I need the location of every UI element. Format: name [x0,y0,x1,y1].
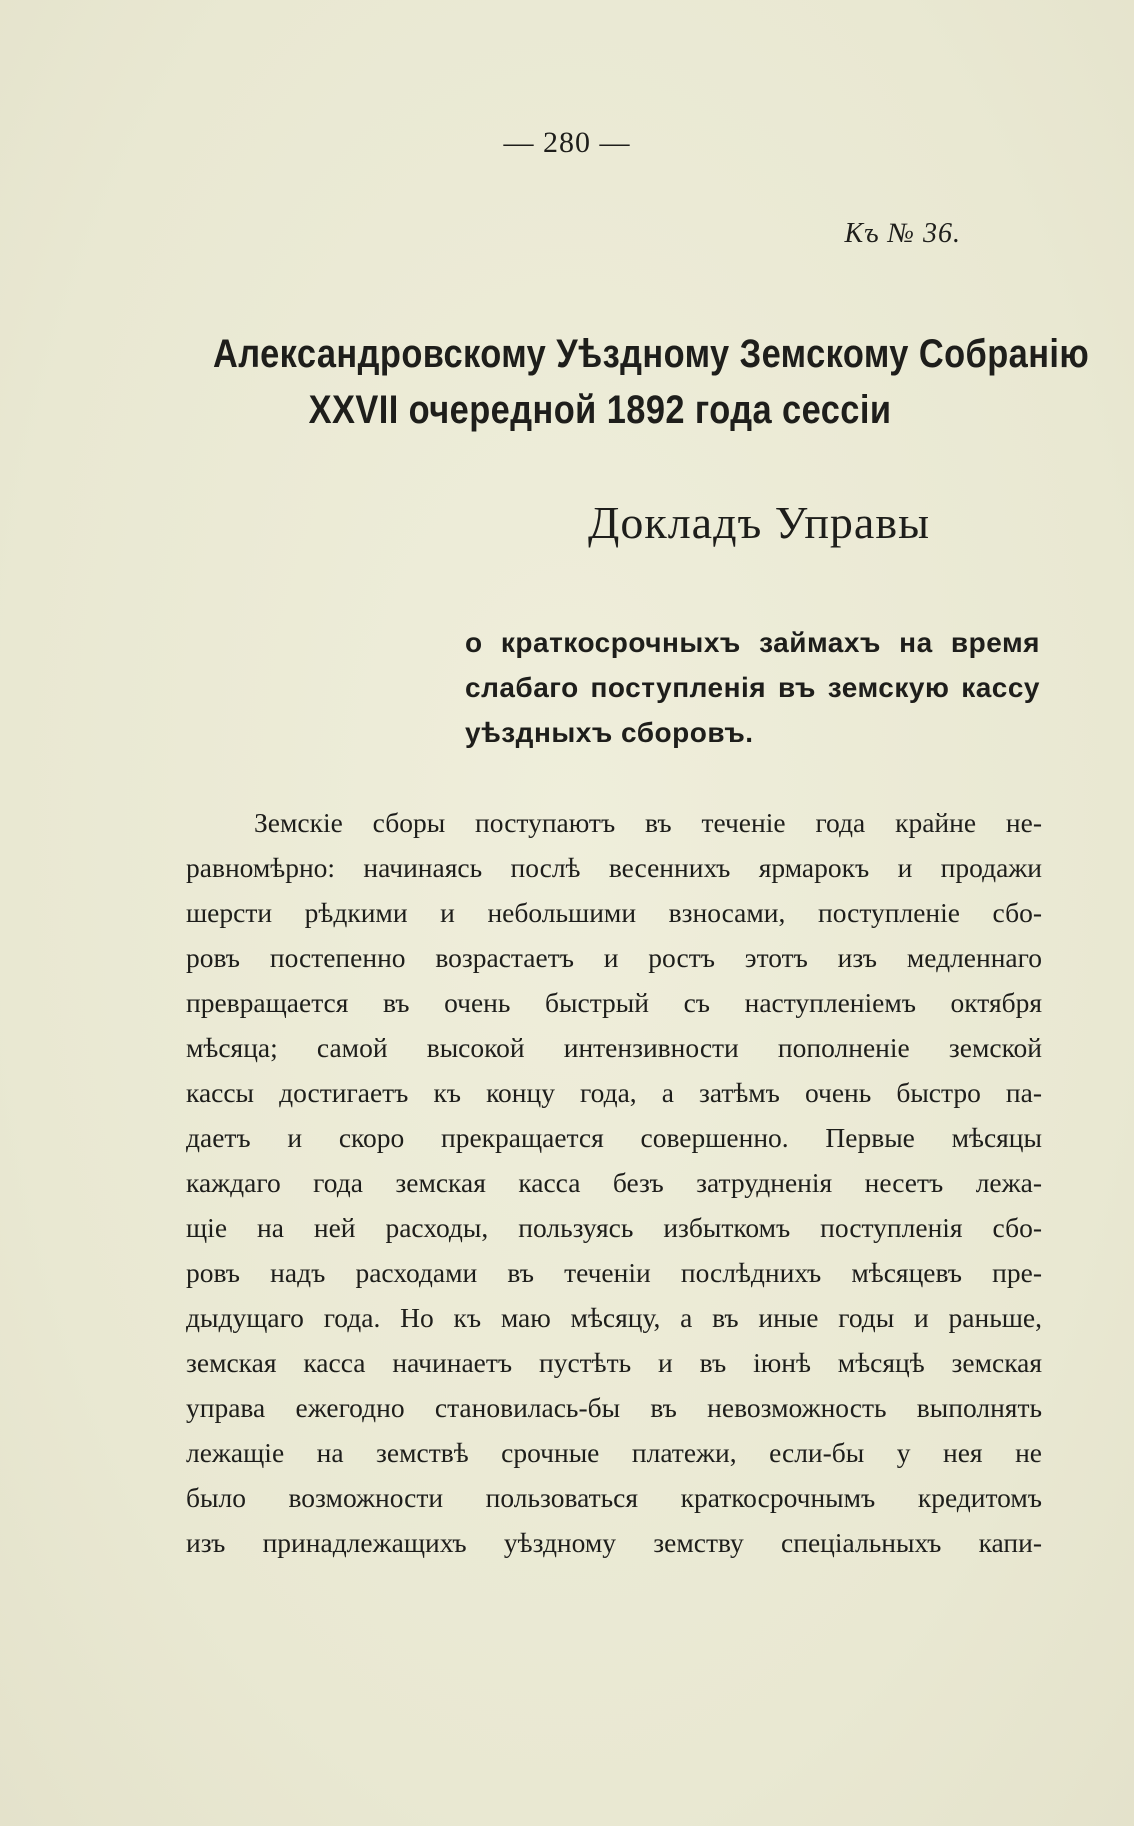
document-reference: Къ № 36. [844,218,961,249]
report-subject [465,620,1040,755]
body-line: ровъ надъ расходами въ теченіи послѣднихъ мѣсяцевъ пре- [186,1257,1042,1288]
body-line: управа ежегодно становилась-бы въ невозможность выполнять [186,1392,1042,1423]
body-line: изъ принадлежащихъ уѣздному земству спеціальныхъ капи- [186,1527,1042,1558]
subject-line: о краткосрочныхъ займахъ на время [465,627,1040,658]
body-line: было возможности пользоваться краткосрочнымъ кредитомъ [186,1482,1042,1513]
body-line: ровъ постепенно возрастаетъ и ростъ этотъ изъ медленнаго [186,942,1042,973]
body-line: лежащіе на земствѣ срочные платежи, если-бы у нея не [186,1437,1042,1468]
body-line: кассы достигаетъ къ концу года, а затѣмъ очень быстро па- [186,1077,1042,1108]
heading-line: Александровскому Уѣздному Земскому Собранію [213,332,1090,376]
body-line: даетъ и скоро прекращается совершенно. Первые мѣсяцы [186,1122,1042,1153]
subject-line: слабаго поступленія въ земскую кассу [465,672,1040,703]
heading [213,326,1090,438]
heading-line: XXVII очередной 1892 года сессіи [308,388,892,432]
body-paragraph [186,800,1042,1565]
body-line: равномѣрно: начинаясь послѣ весеннихъ ярмарокъ и продажи [186,852,1042,883]
body-line: щіе на ней расходы, пользуясь избыткомъ поступленія сбо- [186,1212,1042,1243]
body-line: шерсти рѣдкими и небольшими взносами, поступленіе сбо- [186,897,1042,928]
page-number: — 280 — [503,126,631,159]
subject-line: уѣздныхъ сборовъ. [465,717,754,748]
body-line: земская касса начинаетъ пустѣть и въ іюнѣ мѣсяцѣ земская [186,1347,1042,1378]
body-line: мѣсяца; самой высокой интензивности пополненіе земской [186,1032,1042,1063]
body-line: дыдущаго года. Но къ маю мѣсяцу, а въ иные годы и раньше, [186,1302,1042,1333]
body-line: Земскіе сборы поступаютъ въ теченіе года крайне не- [254,807,1042,838]
report-title: Докладъ Управы [588,497,930,548]
body-line: превращается въ очень быстрый съ наступленіемъ октября [186,987,1042,1018]
body-line: каждаго года земская касса безъ затрудненія несетъ лежа- [186,1167,1042,1198]
